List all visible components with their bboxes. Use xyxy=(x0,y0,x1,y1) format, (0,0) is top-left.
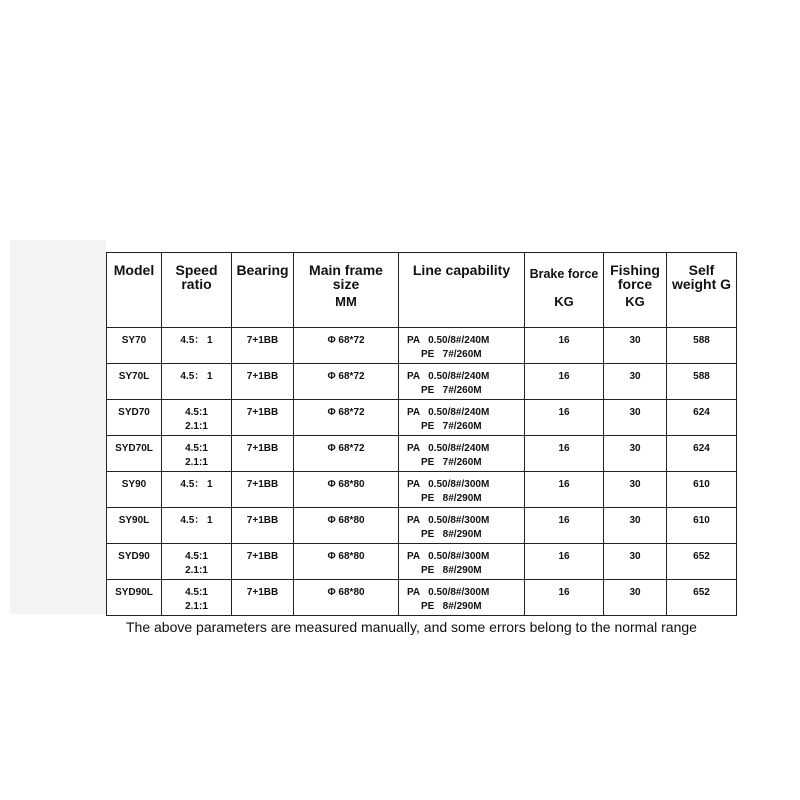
self-weight-cell: 652 xyxy=(667,580,737,616)
header-fishing-force: Fishing force KG xyxy=(604,253,667,328)
fishing-force-cell: 30 xyxy=(604,472,667,508)
brake-force-cell: 16 xyxy=(525,580,604,616)
table-row xyxy=(107,580,737,616)
brake-force-cell: 16 xyxy=(525,328,604,364)
fishing-force-cell: 30 xyxy=(604,544,667,580)
header-row xyxy=(107,253,737,328)
bearing-cell: 7+1BB xyxy=(232,400,294,436)
brake-force-cell: 16 xyxy=(525,472,604,508)
model-cell: SY90L xyxy=(107,508,162,544)
line-capability-cell: PA 0.50/8#/300M PE 8#/290M xyxy=(399,544,525,580)
header-line-capability: Line capability xyxy=(399,253,525,328)
left-gray-panel xyxy=(10,240,106,614)
bearing-cell: 7+1BB xyxy=(232,436,294,472)
table-row xyxy=(107,472,737,508)
speed-ratio-cell: 4.5： 1 xyxy=(162,328,232,364)
table-row xyxy=(107,328,737,364)
line-capability-cell: PA 0.50/8#/300M PE 8#/290M xyxy=(399,472,525,508)
self-weight-cell: 610 xyxy=(667,508,737,544)
header-speed-ratio: Speed ratio xyxy=(162,253,232,328)
brake-force-cell: 16 xyxy=(525,544,604,580)
model-cell: SY90 xyxy=(107,472,162,508)
frame-size-cell: Φ 68*72 xyxy=(294,328,399,364)
fishing-force-cell: 30 xyxy=(604,400,667,436)
measurement-note: The above parameters are measured manually, and some errors belong to the normal range xyxy=(126,619,697,635)
line-capability-cell: PA 0.50/8#/240M PE 7#/260M xyxy=(399,364,525,400)
fishing-force-cell: 30 xyxy=(604,508,667,544)
table-row xyxy=(107,544,737,580)
line-capability-cell: PA 0.50/8#/300M PE 8#/290M xyxy=(399,580,525,616)
spec-table xyxy=(106,252,737,616)
table-row xyxy=(107,436,737,472)
frame-size-cell: Φ 68*80 xyxy=(294,472,399,508)
self-weight-cell: 652 xyxy=(667,544,737,580)
frame-size-cell: Φ 68*80 xyxy=(294,508,399,544)
speed-ratio-cell: 4.5： 1 xyxy=(162,508,232,544)
fishing-force-cell: 30 xyxy=(604,580,667,616)
self-weight-cell: 588 xyxy=(667,328,737,364)
brake-force-cell: 16 xyxy=(525,508,604,544)
line-capability-cell: PA 0.50/8#/240M PE 7#/260M xyxy=(399,328,525,364)
line-capability-cell: PA 0.50/8#/300M PE 8#/290M xyxy=(399,508,525,544)
model-cell: SYD90 xyxy=(107,544,162,580)
model-cell: SYD90L xyxy=(107,580,162,616)
speed-ratio-cell: 4.5： 1 xyxy=(162,472,232,508)
self-weight-cell: 624 xyxy=(667,400,737,436)
brake-force-cell: 16 xyxy=(525,436,604,472)
self-weight-cell: 588 xyxy=(667,364,737,400)
header-frame-size: Main frame size MM xyxy=(294,253,399,328)
speed-ratio-cell: 4.5:1 2.1:1 xyxy=(162,544,232,580)
self-weight-cell: 610 xyxy=(667,472,737,508)
speed-ratio-cell: 4.5:1 2.1:1 xyxy=(162,400,232,436)
model-cell: SYD70L xyxy=(107,436,162,472)
speed-ratio-cell: 4.5:1 2.1:1 xyxy=(162,436,232,472)
bearing-cell: 7+1BB xyxy=(232,544,294,580)
bearing-cell: 7+1BB xyxy=(232,328,294,364)
bearing-cell: 7+1BB xyxy=(232,472,294,508)
header-model: Model xyxy=(107,253,162,328)
fishing-force-cell: 30 xyxy=(604,364,667,400)
header-brake-force: Brake force KG xyxy=(525,253,604,328)
speed-ratio-cell: 4.5:1 2.1:1 xyxy=(162,580,232,616)
brake-unit: KG xyxy=(554,294,574,309)
frame-size-cell: Φ 68*80 xyxy=(294,580,399,616)
frame-size-cell: Φ 68*72 xyxy=(294,364,399,400)
fishing-force-cell: 30 xyxy=(604,328,667,364)
table-row xyxy=(107,508,737,544)
fishing-force-cell: 30 xyxy=(604,436,667,472)
fishing-unit: KG xyxy=(625,294,645,309)
frame-size-cell: Φ 68*72 xyxy=(294,400,399,436)
bearing-cell: 7+1BB xyxy=(232,580,294,616)
model-cell: SYD70 xyxy=(107,400,162,436)
speed-ratio-cell: 4.5： 1 xyxy=(162,364,232,400)
header-self-weight: Self weight G xyxy=(667,253,737,328)
line-capability-cell: PA 0.50/8#/240M PE 7#/260M xyxy=(399,436,525,472)
bearing-cell: 7+1BB xyxy=(232,364,294,400)
header-bearing: Bearing xyxy=(232,253,294,328)
brake-force-cell: 16 xyxy=(525,400,604,436)
table-row xyxy=(107,364,737,400)
model-cell: SY70 xyxy=(107,328,162,364)
frame-unit: MM xyxy=(335,294,357,309)
bearing-cell: 7+1BB xyxy=(232,508,294,544)
self-weight-cell: 624 xyxy=(667,436,737,472)
frame-size-cell: Φ 68*80 xyxy=(294,544,399,580)
model-cell: SY70L xyxy=(107,364,162,400)
frame-size-cell: Φ 68*72 xyxy=(294,436,399,472)
table-row xyxy=(107,400,737,436)
line-capability-cell: PA 0.50/8#/240M PE 7#/260M xyxy=(399,400,525,436)
brake-force-cell: 16 xyxy=(525,364,604,400)
